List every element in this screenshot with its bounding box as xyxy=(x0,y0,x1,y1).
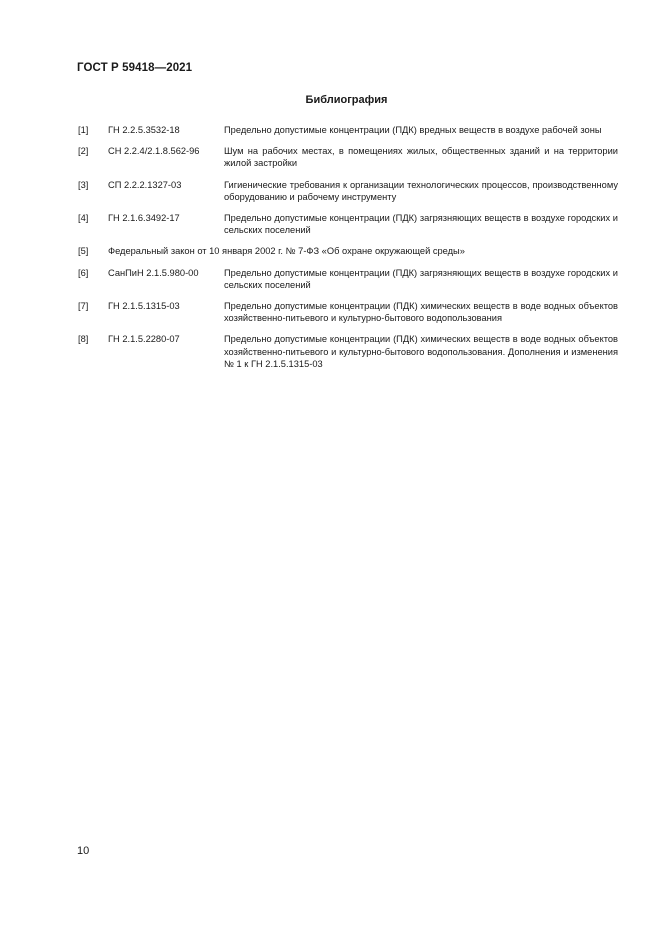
reference-code: ГН 2.1.5.1315-03 xyxy=(108,301,180,312)
reference-code: ГН 2.1.6.3492-17 xyxy=(108,213,180,224)
reference-entry xyxy=(78,124,618,136)
reference-number: [8] xyxy=(78,334,89,345)
reference-entry xyxy=(78,267,618,291)
reference-entry xyxy=(78,179,618,203)
reference-entry xyxy=(78,145,618,169)
section-title: Библиография xyxy=(305,94,388,106)
reference-number: [2] xyxy=(78,146,89,157)
reference-code: СанПиН 2.1.5.980-00 xyxy=(108,267,199,278)
bibliography-list xyxy=(78,124,618,379)
reference-entry xyxy=(78,333,618,370)
reference-code: ГН 2.1.5.2280-07 xyxy=(108,334,180,345)
reference-number: [5] xyxy=(78,246,89,257)
reference-number: [3] xyxy=(78,179,89,190)
reference-text: Шум на рабочих местах, в помещениях жилых, общественных зданий и на территории жилой застройки xyxy=(224,146,618,169)
reference-number: [6] xyxy=(78,267,89,278)
reference-text: Предельно допустимые концентрации (ПДК) загрязняющих веществ в воздухе городских и сельских поселений xyxy=(224,213,618,236)
reference-entry xyxy=(78,300,618,324)
reference-entry xyxy=(78,212,618,236)
reference-code: ГН 2.2.5.3532-18 xyxy=(108,125,180,135)
reference-text: Предельно допустимые концентрации (ПДК) химических веществ в воде водных объектов хозяйственно-питьевого и культурно-бытового водопользования. Дополнения и изменения № 1 к ГН 2.1.5.1315-03 xyxy=(224,334,618,369)
reference-number: [4] xyxy=(78,213,89,224)
page-number: 10 xyxy=(77,845,90,857)
reference-number: [7] xyxy=(78,301,89,312)
reference-text: Предельно допустимые концентрации (ПДК) вредных веществ в воздухе рабочей зоны xyxy=(224,125,602,135)
reference-text: Федеральный закон от 10 января 2002 г. № 7-ФЗ «Об охране окружающей среды» xyxy=(108,246,465,257)
reference-text: Предельно допустимые концентрации (ПДК) загрязняющих веществ в воздухе городских и сельских поселений xyxy=(224,267,618,290)
reference-entry xyxy=(78,245,618,257)
reference-text: Предельно допустимые концентрации (ПДК) химических веществ в воде водных объектов хозяйственно-питьевого и культурно-бытового водопользования xyxy=(224,301,618,324)
reference-code: СН 2.2.4/2.1.8.562-96 xyxy=(108,146,200,157)
document-code: ГОСТ Р 59418—2021 xyxy=(77,62,193,74)
reference-code: СП 2.2.2.1327-03 xyxy=(108,179,182,190)
reference-text: Гигиенические требования к организации технологических процессов, производственному оборудованию и рабочему инструменту xyxy=(224,179,618,202)
reference-number: [1] xyxy=(78,125,89,135)
